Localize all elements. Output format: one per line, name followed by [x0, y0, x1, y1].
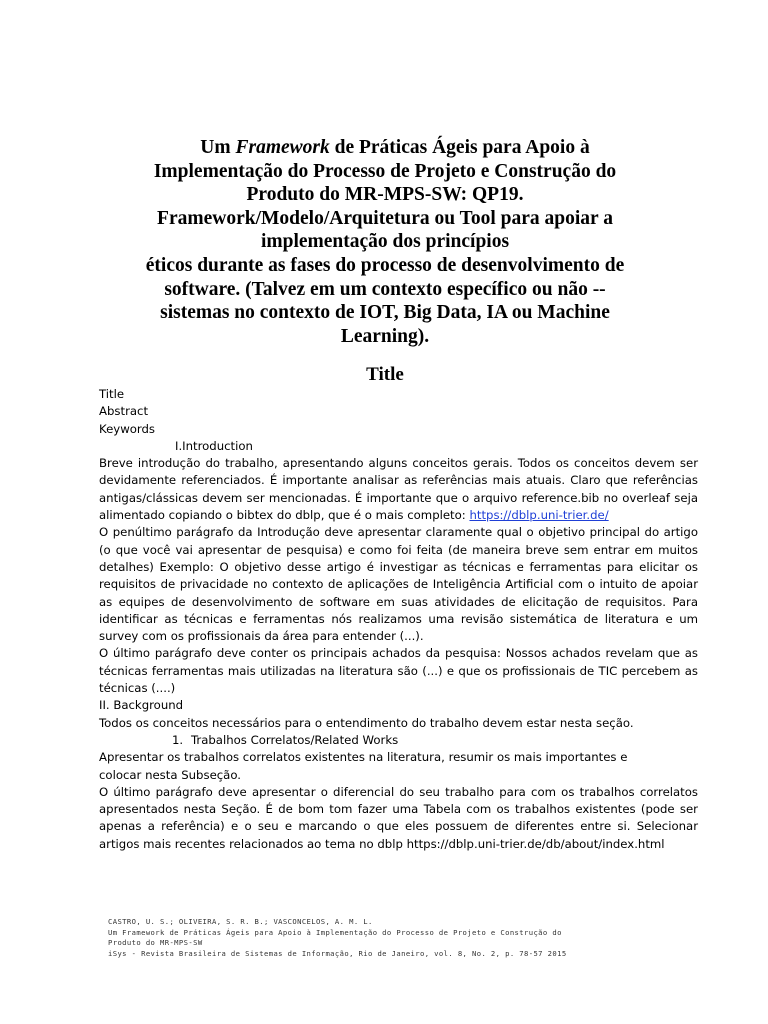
heading-line: software. (Talvez em um contexto específico ou não --: [164, 278, 606, 300]
outline-title: Title: [99, 387, 125, 401]
related-works-paragraph-1: Apresentar os trabalhos correlatos existentes na literatura, resumir os mais importantes e colocar nesta Subseção.: [99, 750, 628, 782]
footer-journal: iSys - Revista Brasileira de Sistemas de Informação, Rio de Janeiro, vol. 8, No. 2, p. 78-57 2015: [108, 948, 567, 958]
heading-line: Implementação do Processo de Projeto e Construção do: [153, 160, 617, 182]
page-title: Title: [366, 364, 404, 385]
dblp-link[interactable]: https://dblp.uni-trier.de/: [469, 508, 609, 523]
heading-line: implementação dos princípios: [260, 231, 510, 253]
outline-keywords: Keywords: [99, 421, 156, 436]
related-works-paragraph-2: O último parágrafo deve apresentar o diferencial do seu trabalho para com os trabalhos correlatos apresentados nesta Seção. É de bom tom fazer uma Tabela com os trabalhos existentes (pode ser apenas a referência) e o seu e marcando o que eles possuem de diferentes entre si. Selecionar artigos mais recentes relacionados ao tema no dblp https://dblp.uni-trier.de/db/about/index.html: [99, 784, 698, 851]
heading-line: sistemas no contexto de IOT, Big Data, IA ou Machine: [160, 302, 610, 324]
document-heading: [100, 136, 670, 348]
heading-line: Produto do MR-MPS-SW: QP19.: [246, 184, 524, 206]
subsection-heading-related-works: 1. Trabalhos Correlatos/Related Works: [99, 732, 698, 749]
footer-article-title-cont: Produto do MR-MPS-SW: [108, 938, 203, 948]
footer-authors: CASTRO, U. S.; OLIVEIRA, S. R. B.; VASCONCELOS, A. M. L.: [108, 917, 373, 926]
heading-line: éticos durante as fases do processo de desenvolvimento de: [145, 254, 625, 276]
outline-abstract: Abstract: [99, 404, 149, 419]
framework-emphasis: Framework: [235, 137, 330, 158]
heading-line: Framework/Modelo/Arquitetura ou Tool para apoiar a: [157, 207, 613, 229]
intro-paragraph-2: O penúltimo parágrafo da Introdução deve apresentar claramente qual o objetivo principal do artigo (o que você vai apresentar de pesquisa) e como foi feita (de maneira breve sem entrar em muitos detalhes) Exemplo: O objetivo desse artigo é investigar as técnicas e ferramentas para elicitar os requisitos de privacidade no contexto de aplicações de Inteligência Artificial com o intuito de apoiar as equipes de desenvolvimento de software em suas atividades de elicitação de requisitos. Para identificar as técnicas e ferramentas nós realizamos uma revisão sistemática de literatura e um survey com os profissionais da área para entender (...).: [99, 525, 698, 644]
document-body: [99, 386, 698, 853]
subsection-number: 1.: [172, 732, 184, 747]
intro-paragraph-1: Breve introdução do trabalho, apresentando alguns conceitos gerais. Todos os conceitos devem ser devidamente referenciados. É importante analisar as referências mais atuais. Claro que referências antigas/clássicas devem ser mencionadas. É importante que o arquivo reference.bib no overleaf seja alimentado copiando o bibtex do dblp, que é o mais completo: https://dblp.uni-trier.de/: [99, 456, 698, 523]
page-footer-citation: [108, 917, 668, 959]
section-heading-background: II. Background: [99, 698, 184, 713]
background-paragraph: Todos os conceitos necessários para o entendimento do trabalho devem estar nesta seção.: [99, 715, 634, 730]
heading-line: Learning).: [340, 325, 430, 347]
footer-article-title: Um Framework de Práticas Ágeis para Apoio à Implementação do Processo de Projeto e Construção do: [108, 927, 562, 937]
section-heading-introduction: I.Introduction: [175, 438, 253, 453]
heading-line: Um Framework de Práticas Ágeis para Apoio à: [200, 137, 590, 158]
intro-paragraph-3: O último parágrafo deve conter os principais achados da pesquisa: Nossos achados revelam que as técnicas ferramentas mais utilizadas na literatura são (...) e que os profissionais de TIC percebem as técnicas (....): [99, 646, 698, 696]
